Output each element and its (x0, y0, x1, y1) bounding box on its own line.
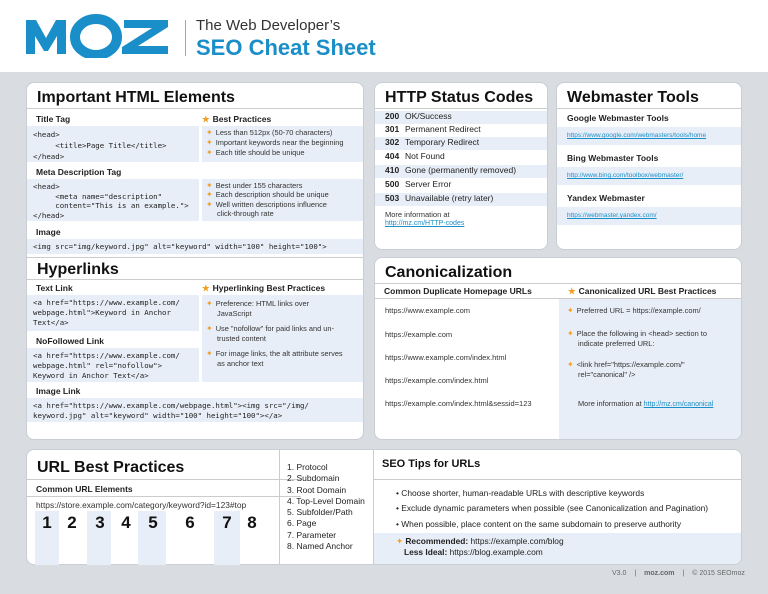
url-best-practices-heading: URL Best Practices (37, 459, 185, 476)
url-element-number: 6 (185, 513, 195, 532)
url-element-number: 2 (67, 513, 77, 532)
star-bullet-icon: ✦ (206, 148, 213, 157)
star-bullet-icon: ✦ (396, 536, 406, 546)
canonical-more-info: More information at http://mz.cm/canonical (578, 399, 714, 408)
url-element-number: 4 (121, 513, 131, 532)
bullet-icon: • (396, 519, 402, 529)
duplicate-urls-heading: Common Duplicate Homepage URLs (384, 286, 532, 296)
divider (27, 108, 363, 109)
header-subtitle: The Web Developer’s (196, 17, 341, 34)
meta-description-code: <head> <meta name="description" content="This is an example."> </head> (27, 179, 199, 221)
header-title: SEO Cheat Sheet (196, 35, 376, 60)
image-label: Image (36, 227, 61, 237)
divider (374, 479, 741, 480)
url-elements-legend: 1. Protocol 2. Subdomain 3. Root Domain 4. Top-Level Domain 5. Subfolder/Path 6. Page 7. Parameter 8. Named Anchor (287, 462, 365, 552)
duplicate-url: https://example.com/index.html (385, 376, 489, 385)
html-elements-card (26, 82, 364, 440)
hyperlinking-bp-heading: ★ Hyperlinking Best Practices (202, 283, 326, 293)
text-link-label: Text Link (36, 283, 73, 293)
http-codes-link[interactable]: http://mz.cm/HTTP-codes (385, 220, 465, 227)
divider (375, 108, 547, 109)
duplicate-url: https://example.com (385, 330, 453, 339)
star-icon: ★ (568, 286, 576, 296)
footer: V3.0 | moz.com | © 2015 SEOmoz (612, 570, 745, 577)
common-url-elements-label: Common URL Elements (36, 484, 133, 494)
url-element-number: 7 (222, 513, 232, 532)
url-element-number: 5 (148, 513, 158, 532)
duplicate-url: https://www.example.com/index.html (385, 353, 507, 362)
canonical-bp-item: ✦ Preferred URL = https://example.com/ (567, 306, 701, 315)
bing-webmaster-link[interactable]: http://www.bing.com/toolbox/webmaster/ (567, 172, 684, 179)
footer-site[interactable]: moz.com (644, 570, 675, 577)
bullet-icon: • (396, 488, 402, 498)
status-row: 302 Temporary Redirect (375, 137, 548, 150)
header-divider (185, 20, 186, 56)
webmaster-tools-card (556, 82, 742, 250)
text-link-code: <a href="https://www.example.com/ webpage.html">Keyword in Anchor Text</a> (27, 295, 199, 331)
google-webmaster-label: Google Webmaster Tools (567, 113, 669, 123)
duplicate-url: https://example.com/index.html&sessid=123 (385, 399, 532, 408)
image-link-code: <a href="https://www.example.com/webpage.html"><img src="/img/ keyword.jpg" alt="keyword" width="100" height="100"></a> (27, 398, 364, 422)
nofollow-link-code: <a href="https://www.example.com/ webpage.html" rel="nofollow"> Keyword in Anchor Text</a> (27, 348, 199, 382)
status-row: 500 Server Error (385, 179, 452, 189)
canonical-bp-heading: ★ Canonicalized URL Best Practices (568, 286, 717, 296)
http-status-card (374, 82, 548, 250)
webmaster-tools-heading: Webmaster Tools (567, 89, 699, 106)
star-icon: ★ (202, 114, 210, 124)
star-bullet-icon: ✦ (206, 181, 213, 190)
bullet-icon: • (396, 503, 402, 513)
canonicalization-heading: Canonicalization (385, 264, 513, 281)
url-element-number: 1 (42, 513, 52, 532)
star-bullet-icon: ✦ (206, 128, 213, 137)
moz-logo (24, 14, 170, 58)
bing-webmaster-label: Bing Webmaster Tools (567, 153, 659, 163)
divider (27, 279, 363, 280)
divider (27, 479, 301, 480)
divider (27, 496, 301, 497)
meta-best-practices: ✦ Best under 155 characters ✦ Each description should be unique ✦ Well written descriptions influence click-through rate (202, 179, 364, 221)
title-best-practices: ✦ Less than 512px (50-70 characters) ✦ Important keywords near the beginning ✦ Each title should be unique (202, 126, 364, 162)
divider (375, 283, 741, 284)
url-element-number: 8 (247, 513, 257, 532)
star-bullet-icon: ✦ (206, 324, 213, 334)
status-row: 301 Permanent Redirect (385, 124, 481, 134)
canonical-bp-item: ✦ Place the following in <head> section to indicate preferred URL: (567, 329, 707, 348)
status-row: 200 OK/Success (375, 111, 548, 124)
seo-tips-heading: SEO Tips for URLs (382, 458, 481, 470)
meta-description-label: Meta Description Tag (36, 167, 122, 177)
star-bullet-icon: ✦ (206, 199, 213, 209)
nofollow-link-label: NoFollowed Link (36, 336, 104, 346)
star-bullet-icon: ✦ (567, 329, 574, 338)
status-row: 503 Unavailable (retry later) (375, 193, 548, 206)
copyright-text: © 2015 SEOmoz (692, 570, 745, 577)
google-webmaster-link[interactable]: https://www.google.com/webmasters/tools/home (567, 132, 707, 139)
duplicate-url: https://www.example.com (385, 306, 471, 315)
star-bullet-icon: ✦ (567, 306, 574, 315)
title-tag-label: Title Tag (36, 114, 71, 124)
url-element-number: 3 (95, 513, 105, 532)
hyperlinking-best-practices: ✦ Preference: HTML links over JavaScript ✦ Use "nofollow" for paid links and un- trusted content ✦ For image links, the alt attribute serves as anchor text (202, 295, 364, 382)
seo-tip: • When possible, place content on the same subdomain to preserve authority (396, 519, 682, 529)
seo-tip: • Choose shorter, human-readable URLs with descriptive keywords (396, 488, 645, 498)
seo-tip: • Exclude dynamic parameters when possible (see Canonicalization and Pagination) (396, 503, 709, 513)
best-practices-heading: ★ Best Practices (202, 114, 272, 124)
yandex-webmaster-label: Yandex Webmaster (567, 193, 645, 203)
star-bullet-icon: ✦ (206, 138, 213, 147)
star-bullet-icon: ✦ (567, 360, 574, 369)
star-bullet-icon: ✦ (206, 299, 213, 308)
divider (279, 450, 280, 565)
star-bullet-icon: ✦ (206, 349, 213, 359)
html-elements-heading: Important HTML Elements (37, 89, 235, 106)
http-more-info: More information at (385, 210, 450, 219)
http-status-heading: HTTP Status Codes (385, 89, 534, 106)
image-code: <img src="img/keyword.jpg" alt="keyword" width="100" height="100"> (27, 239, 364, 254)
example-url: https://store.example.com/category/keyword?id=123#top (36, 500, 247, 510)
status-row: 410 Gone (permanently removed) (375, 165, 548, 178)
divider (557, 108, 741, 109)
status-row: 404 Not Found (385, 151, 445, 161)
yandex-webmaster-link[interactable]: https://webmaster.yandex.com/ (567, 212, 657, 219)
title-tag-code: <head> <title>Page Title</title> </head> (27, 126, 199, 162)
image-link-label: Image Link (36, 386, 81, 396)
canonical-link[interactable]: http://mz.cm/canonical (643, 401, 714, 408)
star-icon: ★ (202, 283, 210, 293)
recommended-urls: ✦ Recommended: https://example.com/blog Less Ideal: https://blog.example.com (396, 536, 564, 557)
canonical-bp-item: ✦ <link href="https://example.com/" rel="canonical" /> (567, 360, 685, 379)
star-bullet-icon: ✦ (206, 190, 213, 200)
header (0, 0, 768, 72)
canonicalization-card (374, 257, 742, 440)
version-text: V3.0 (612, 570, 627, 577)
hyperlinks-heading: Hyperlinks (37, 261, 119, 278)
